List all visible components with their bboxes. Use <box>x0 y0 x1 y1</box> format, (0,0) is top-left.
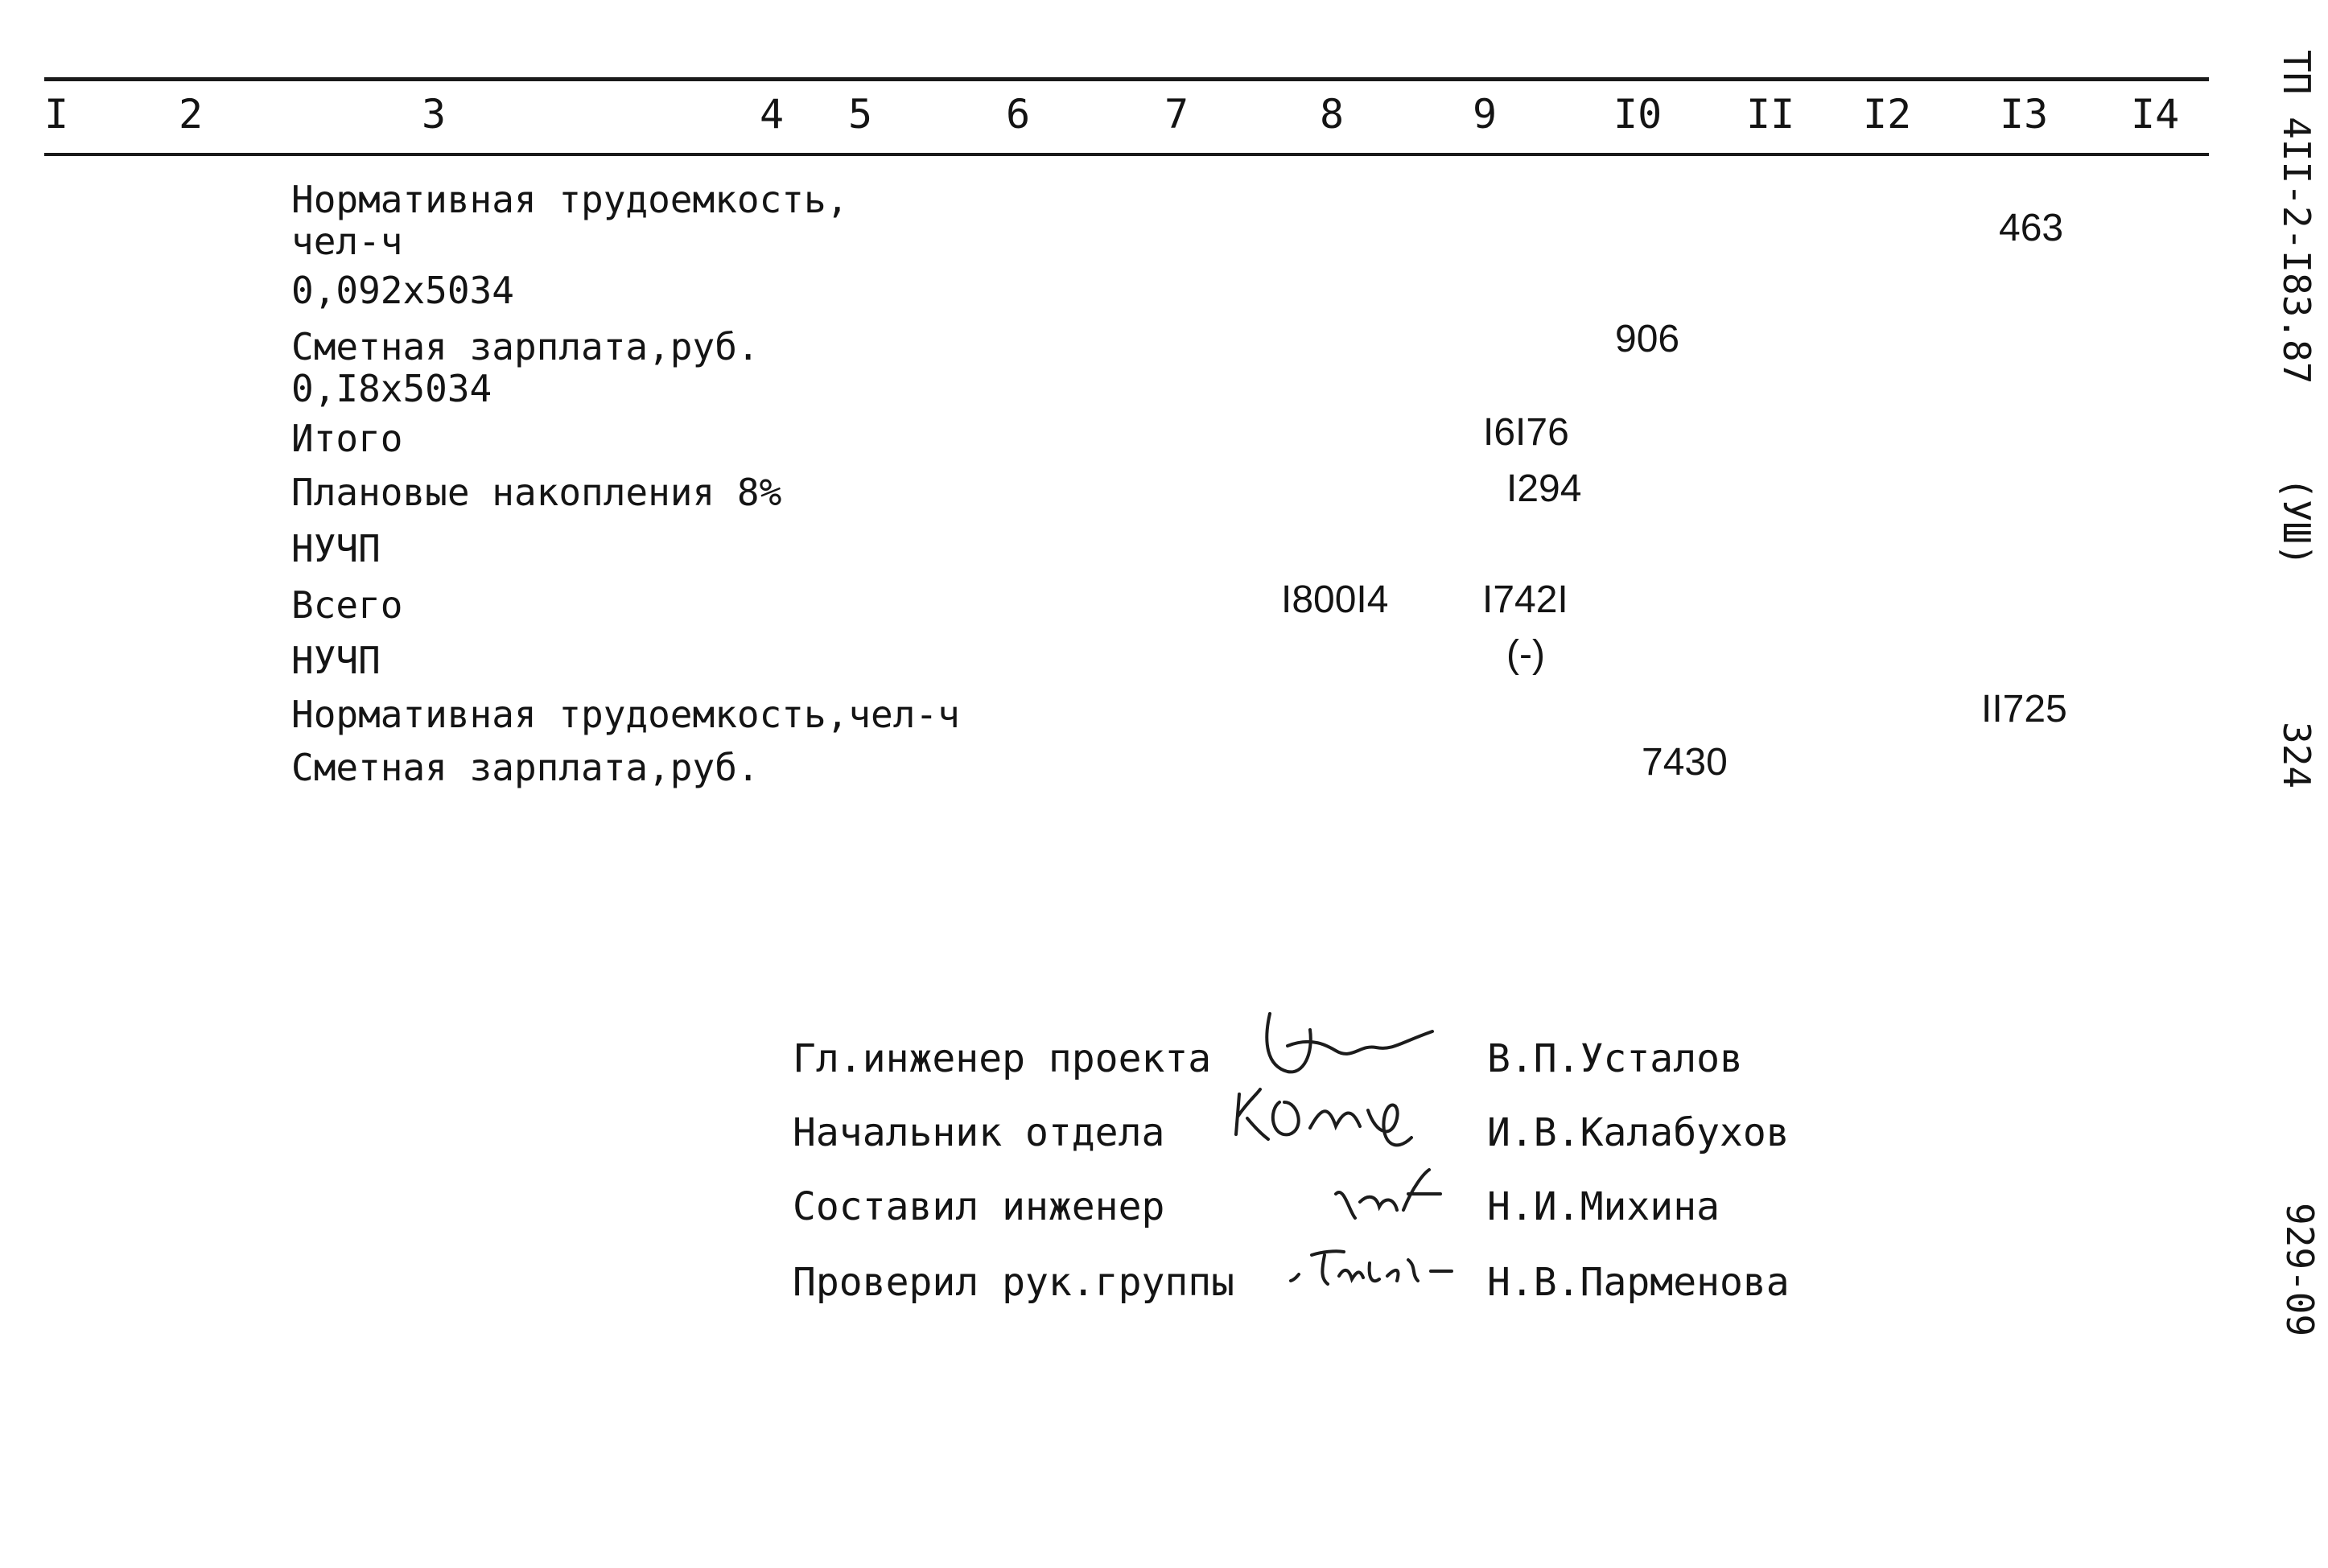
signature-role: Проверил рук.группы <box>793 1260 1235 1305</box>
column-header-5: 5 <box>848 91 873 138</box>
column-header-13: I3 <box>2000 91 2049 138</box>
signature-name: И.В.Калабухов <box>1487 1110 1790 1155</box>
signature-name: Н.В.Парменова <box>1487 1260 1790 1305</box>
side-doc-code: ТП 4II-2-I83.87 <box>2275 50 2318 385</box>
column-header-7: 7 <box>1164 91 1189 138</box>
cell-value: 906 <box>1615 318 1680 360</box>
column-header-12: I2 <box>1863 91 1912 138</box>
row-label-nuchp: НУЧП <box>291 527 381 570</box>
cell-value: I742I <box>1482 578 1568 621</box>
row-label-labor-intensity: Нормативная трудоемкость, чел-ч <box>291 178 849 263</box>
column-header-14: I4 <box>2131 91 2180 138</box>
row-label-total: Всего <box>291 583 403 627</box>
row-label-subtotal: Итого <box>291 417 403 460</box>
side-volume: (УШ) <box>2275 477 2318 566</box>
handwritten-signature <box>1279 1231 1465 1303</box>
cell-value: 7430 <box>1642 741 1728 784</box>
column-header-11: II <box>1746 91 1795 138</box>
table-top-rule <box>44 77 2209 81</box>
cell-value: (-) <box>1506 633 1545 676</box>
column-header-2: 2 <box>179 91 204 138</box>
column-header-1: I <box>44 91 69 138</box>
column-header-9: 9 <box>1473 91 1498 138</box>
column-header-8: 8 <box>1320 91 1345 138</box>
column-header-6: 6 <box>1006 91 1031 138</box>
row-label-labor-total: Нормативная трудоемкость,чел-ч <box>291 693 960 736</box>
column-header-3: 3 <box>422 91 447 138</box>
table-header-rule <box>44 153 2209 156</box>
row-label-nuchp-2: НУЧП <box>291 639 381 682</box>
cell-value: II725 <box>1981 688 2067 730</box>
signature-role: Гл.инженер проекта <box>793 1036 1212 1081</box>
column-header-10: I0 <box>1613 91 1663 138</box>
cell-value: I6I76 <box>1483 411 1569 454</box>
signature-name: Н.И.Михина <box>1487 1184 1720 1229</box>
handwritten-signature <box>1320 1162 1457 1234</box>
row-label-formula-labor: 0,092x5034 <box>291 269 514 312</box>
row-label-wages: Сметная зарплата,руб. 0,I8x5034 <box>291 325 760 410</box>
side-sheet-code: 929-09 <box>2278 1203 2322 1337</box>
handwritten-signature <box>1215 1070 1440 1159</box>
side-page-number: 324 <box>2275 722 2318 789</box>
cell-value: 463 <box>1999 207 2064 249</box>
signature-role: Начальник отдела <box>793 1110 1165 1155</box>
column-header-4: 4 <box>760 91 785 138</box>
cell-value: I294 <box>1506 467 1582 510</box>
row-label-planned-savings: Плановые накопления 8% <box>291 471 782 514</box>
signature-role: Составил инженер <box>793 1184 1165 1229</box>
cell-value: I800I4 <box>1281 578 1389 621</box>
row-label-wages-total: Сметная зарплата,руб. <box>291 746 760 789</box>
signature-name: В.П.Усталов <box>1487 1036 1743 1081</box>
